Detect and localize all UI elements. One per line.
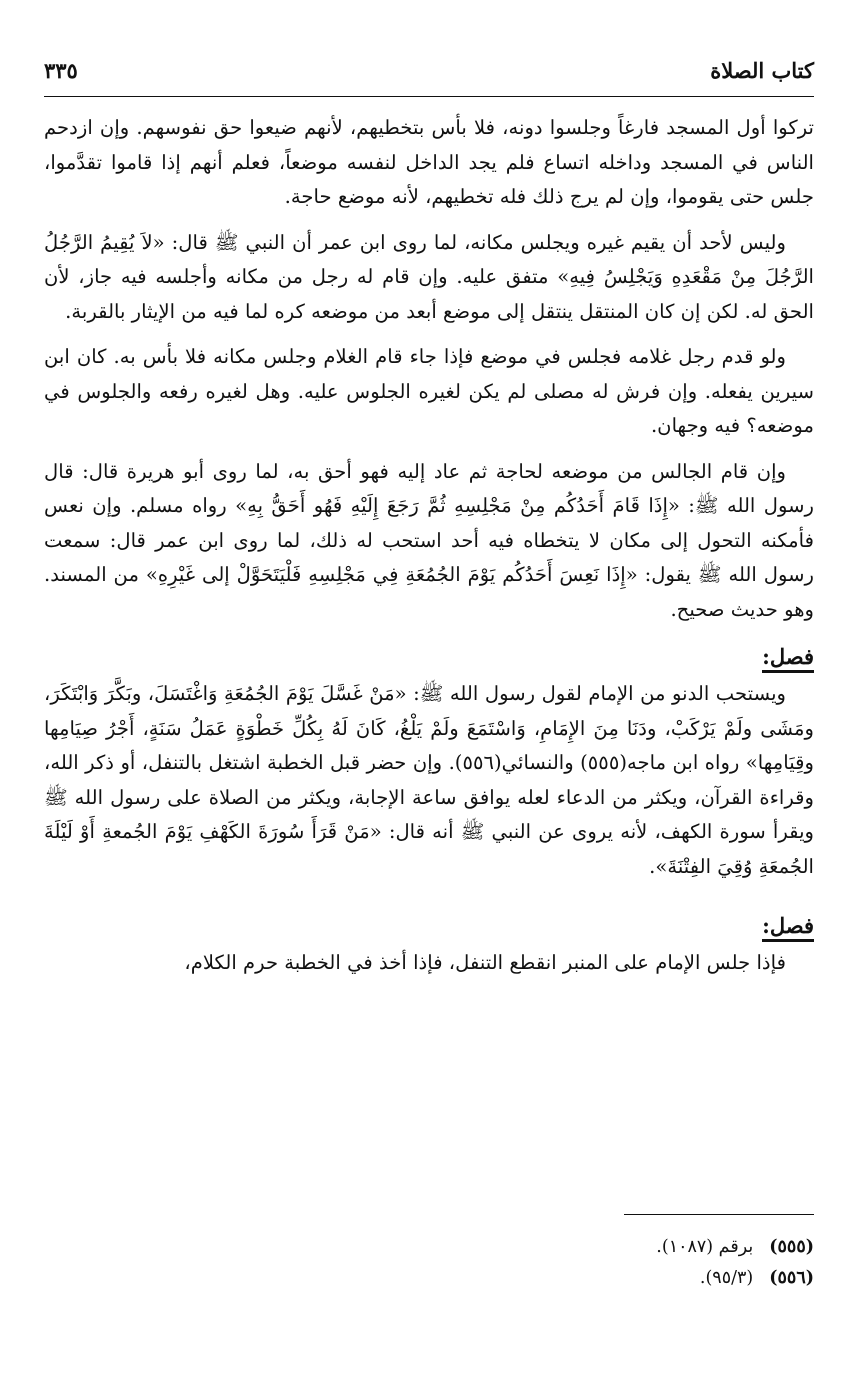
footnote xyxy=(656,1232,814,1263)
paragraph: وإن قام الجالس من موضعه لحاجة ثم عاد إليه فهو أحق به، لما روى أبو هريرة قال: قال رسول الله ﷺ: «إِذَا قَامَ أَحَدُكُم مِنْ مَجْلِسِهِ ثُمَّ رَجَعَ إِلَيْهِ فَهُو أَحَقُّ بِهِ» رواه مسلم. وإن نعس فأمكنه التحول إلى مكان لا يتخطاه فيه أحد استحب له ذلك، لما روى ابن عمر قال: سمعت رسول الله ﷺ يقول: «إِذَا نَعِسَ أَحَدُكُم يَوْمَ الجُمُعَةِ فِي مَجْلِسِهِ فَلْيَتَحَوَّلْ إلى غَيْرِهِ» من المسند. وهو حديث صحيح. xyxy=(44,459,814,621)
footnote-separator xyxy=(624,1214,814,1215)
paragraph: وليس لأحد أن يقيم غيره ويجلس مكانه، لما روى ابن عمر أن النبي ﷺ قال: «لاَ يُقِيمُ الرَّجُلُ الرَّجُلَ مِنْ مَقْعَدِهِ وَيَجْلِسُ فِيهِ» متفق عليه. وإن قام له رجل من مكانه وأجلسه فيه جاز، لأن الحق له. لكن إن كان المنتقل ينتقل إلى موضع أبعد من موضعه كره لما فيه من الإيثار بالقربة. xyxy=(44,230,814,323)
footnote-text: برقم (١٠٨٧). xyxy=(656,1237,754,1257)
section-heading-label: فصل: xyxy=(762,913,814,942)
book-title: كتاب الصلاة xyxy=(710,58,814,83)
footnote-number: (٥٥٥) xyxy=(769,1237,814,1257)
paragraph: تركوا أول المسجد فارغاً وجلسوا دونه، فلا بأس بتخطيهم، لأنهم ضيعوا حق نفوسهم. وإن ازدحم الناس في المسجد وداخله اتساع فلم يجد الداخل لنفسه موضعاً، فعلم أنهم إذا قاموا تقدَّموا، جلس حتى يقوموا، وإن لم يرج ذلك فله تخطيهم، لأنه موضع حاجة. xyxy=(44,116,814,208)
running-header xyxy=(44,58,814,97)
footnotes xyxy=(656,1232,814,1294)
section-heading xyxy=(44,637,814,677)
section-heading xyxy=(44,906,814,946)
footnote-number: (٥٥٦) xyxy=(769,1268,814,1288)
footnote xyxy=(656,1263,814,1294)
section-heading-label: فصل: xyxy=(762,644,814,673)
paragraph: ولو قدم رجل غلامه فجلس في موضع فإذا جاء قام الغلام وجلس مكانه فلا بأس به. كان ابن سيرين يفعله. وإن فرش له مصلى لم يكن لغيره الجلوس عليه. وهل لغيره رفعه والجلوس في موضعه؟ فيه وجهان. xyxy=(44,345,814,437)
paragraph: ويستحب الدنو من الإمام لقول رسول الله ﷺ: «مَنْ غَسَّلَ يَوْمَ الجُمُعَةِ وَاغْتَسَلَ، وبَكَّرَ وَابْتَكَرَ، ومَشَى ولَمْ يَرْكَبْ، ودَنَا مِنَ الإِمَامِ، وَاسْتَمَعَ ولَمْ يَلْغُ، كَانَ لَهُ بِكُلِّ خَطْوَةٍ عَمَلُ سَنَةٍ، أَجْرُ صِيَامِها وقِيَامِها» رواه ابن ماجه(٥٥٥) والنسائي(٥٥٦). وإن حضر قبل الخطبة اشتغل بالتنفل، أو ذكر الله، وقراءة القرآن، ويكثر من الدعاء لعله يوافق ساعة الإجابة، ويكثر من الصلاة على رسول الله ﷺ ويقرأ سورة الكهف، لأنه يروى عن النبي ﷺ أنه قال: «مَنْ قَرَأَ سُورَةَ الكَهْفِ يَوْمَ الجُمعةِ أَوْ لَيْلَةَ الجُمعَةِ وُقِيَ الفِتْنَةَ». xyxy=(44,682,815,878)
book-page xyxy=(44,58,814,1358)
main-text xyxy=(44,111,814,981)
footnote-text: (٩٥/٣). xyxy=(699,1268,754,1288)
paragraph: فإذا جلس الإمام على المنبر انقطع التنفل، فإذا أخذ في الخطبة حرم الكلام، xyxy=(184,951,786,974)
page-number: ٣٣٥ xyxy=(44,58,78,83)
